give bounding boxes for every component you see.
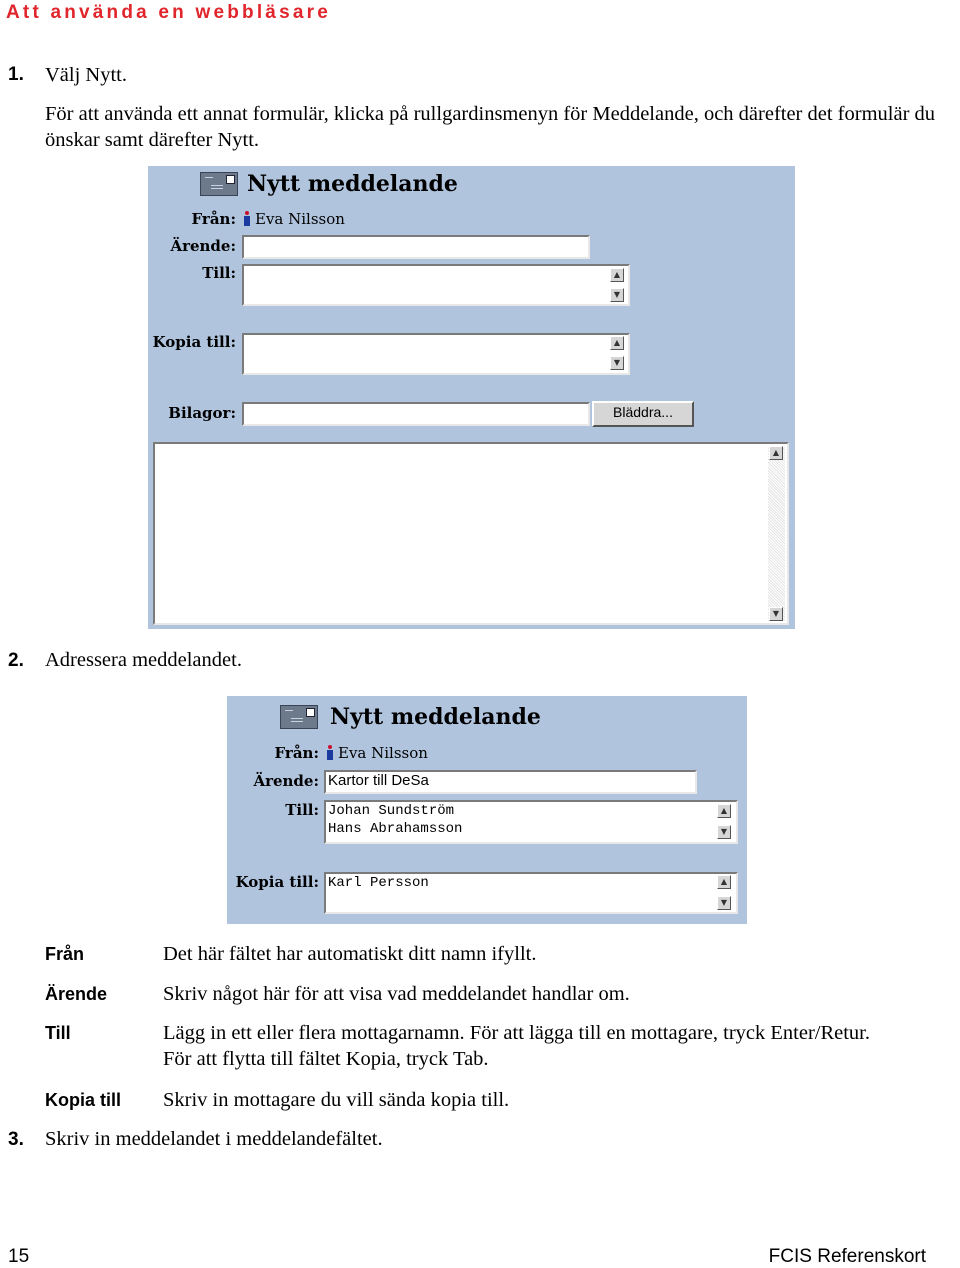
step-number: 2. (8, 650, 24, 671)
form-title: Nytt meddelande (330, 704, 541, 730)
scroll-down-icon[interactable]: ▼ (717, 825, 731, 839)
section-heading: Att använda en webbläsare (6, 2, 331, 23)
definition-text: Lägg in ett eller flera mottagarnamn. För att lägga till en mottagare, tryck Enter/Retur. (163, 1022, 870, 1044)
from-name: Eva Nilsson (338, 744, 428, 762)
scroll-down-icon[interactable]: ▼ (610, 356, 624, 370)
definition-term: Från (45, 944, 85, 964)
subject-label: Ärende: (253, 772, 319, 790)
step-title: Välj Nytt. (45, 64, 127, 86)
cc-label: Kopia till: (152, 333, 236, 351)
scroll-down-icon[interactable]: ▼ (769, 607, 783, 621)
to-recipient: Hans Abrahamsson (328, 821, 463, 837)
from-label: Från: (191, 210, 236, 228)
user-icon (327, 745, 333, 760)
scrollbar-track[interactable] (768, 446, 785, 621)
footer-title: FCIS Referenskort (768, 1246, 926, 1267)
definition-text: Skriv in mottagare du vill sända kopia till. (163, 1089, 510, 1111)
step-title: Skriv in meddelandet i meddelandefältet. (45, 1128, 383, 1150)
form-title: Nytt meddelande (247, 171, 458, 197)
step-text: För att använda ett annat formulär, klicka på rullgardinsmenyn för Meddelande, och därefter det formulär du önskar samt därefter Nytt. (45, 103, 936, 151)
scroll-up-icon[interactable]: ▲ (610, 268, 624, 282)
to-input[interactable] (324, 800, 738, 844)
scroll-down-icon[interactable]: ▼ (717, 896, 731, 910)
definition-text: För att flytta till fältet Kopia, tryck Tab. (163, 1048, 489, 1070)
to-label: Till: (285, 801, 319, 819)
subject-value: Kartor till DeSa (328, 772, 429, 789)
definition-term: Till (45, 1023, 71, 1043)
step-title: Adressera meddelandet. (45, 649, 242, 671)
to-recipient: Johan Sundström (328, 803, 455, 819)
from-name: Eva Nilsson (255, 210, 345, 228)
new-message-form-screenshot (148, 166, 795, 629)
step-number: 3. (8, 1129, 24, 1150)
cc-recipient: Karl Persson (328, 875, 429, 891)
from-label: Från: (274, 744, 319, 762)
page-number: 15 (8, 1246, 30, 1267)
definition-term: Kopia till (45, 1090, 121, 1110)
envelope-icon (200, 172, 238, 196)
scroll-up-icon[interactable]: ▲ (717, 804, 731, 818)
scroll-up-icon[interactable]: ▲ (717, 875, 731, 889)
scroll-up-icon[interactable]: ▲ (610, 336, 624, 350)
subject-input[interactable] (242, 235, 590, 259)
attach-input[interactable] (242, 402, 590, 426)
cc-input[interactable] (324, 872, 738, 914)
cc-input[interactable] (242, 333, 630, 375)
subject-input[interactable] (324, 770, 697, 794)
scroll-up-icon[interactable]: ▲ (769, 446, 783, 460)
scroll-down-icon[interactable]: ▼ (610, 288, 624, 302)
message-body-input[interactable] (153, 442, 789, 625)
user-icon (244, 211, 250, 226)
addressed-form-screenshot (227, 696, 747, 924)
browse-button[interactable]: Bläddra... (592, 401, 694, 427)
definition-term: Ärende (45, 984, 108, 1004)
step-number: 1. (8, 64, 24, 85)
from-value (244, 210, 345, 228)
envelope-icon (280, 705, 318, 729)
definition-text: Det här fältet har automatiskt ditt namn ifyllt. (163, 943, 537, 965)
to-label: Till: (202, 264, 236, 282)
from-value (327, 744, 428, 762)
subject-label: Ärende: (170, 237, 236, 255)
cc-label: Kopia till: (235, 873, 319, 891)
definition-text: Skriv något här för att visa vad meddelandet handlar om. (163, 983, 630, 1005)
to-input[interactable] (242, 264, 630, 306)
attach-label: Bilagor: (168, 404, 236, 422)
